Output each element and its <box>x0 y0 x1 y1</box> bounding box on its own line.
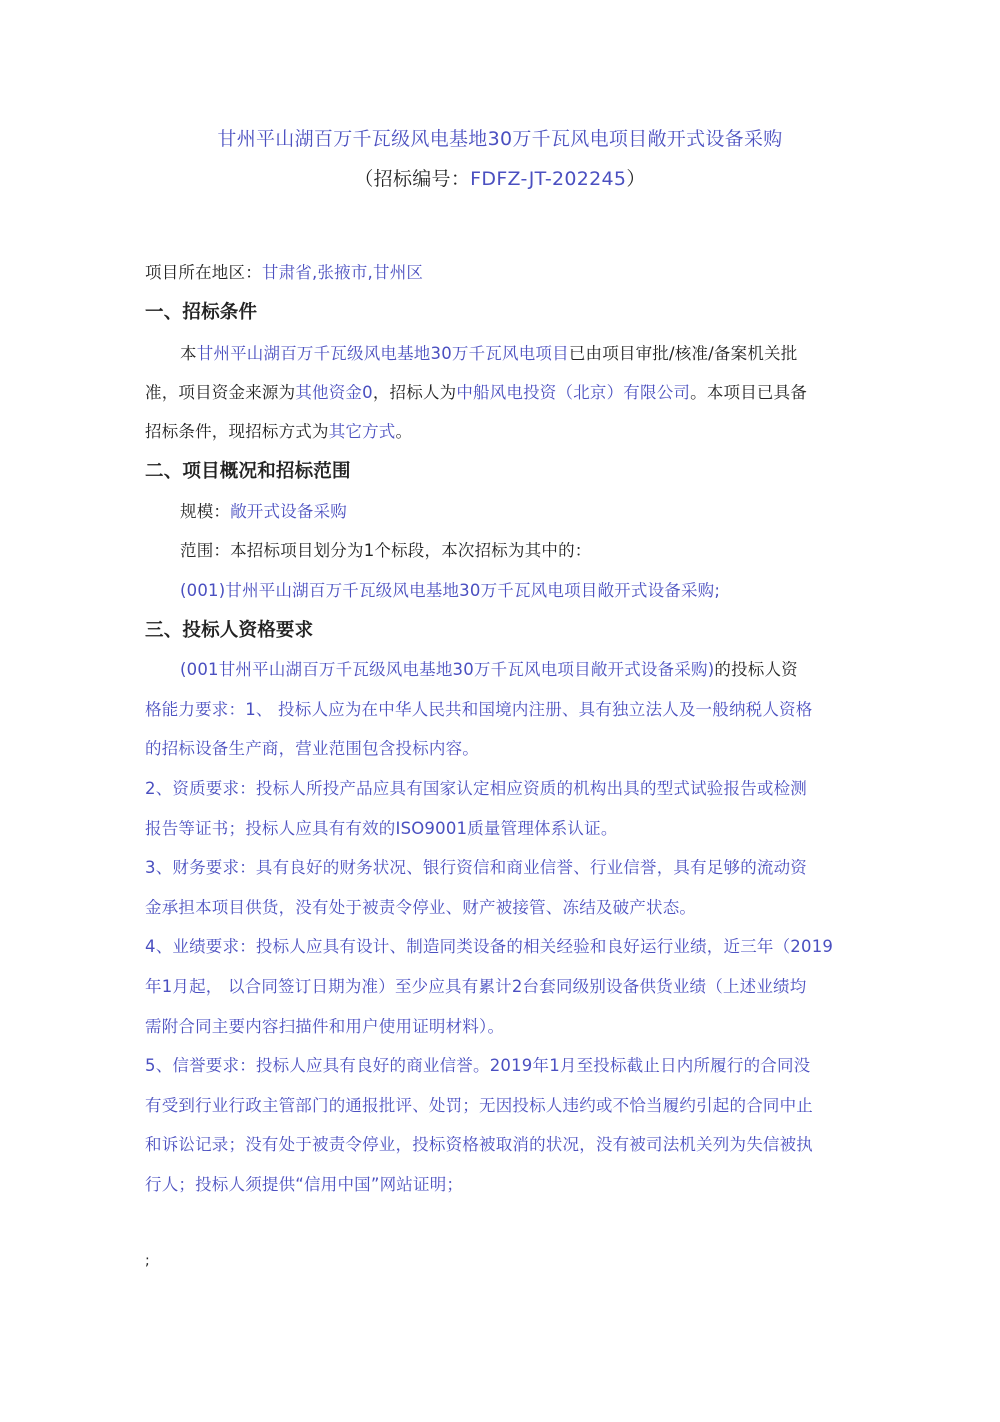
s2-scale-label: 规模： <box>180 502 231 521</box>
s3-p4-line-3: 需附合同主要内容扫描件和用户使用证明材料）。 <box>145 1017 505 1036</box>
s1-text: 。 <box>395 422 413 441</box>
s3-p5-line-2: 有受到行业行政主管部门的通报批评、处罚；无因投标人违约或不恰当履约引起的合同中止 <box>145 1096 813 1115</box>
s1-tenderer: 中船风电投资（北京）有限公司 <box>456 383 691 402</box>
s1-tender-method: 其它方式 <box>328 422 396 441</box>
s3-p2-line-1: 2、资质要求：投标人所投产品应具有国家认定相应资质的机构出具的型式试验报告或检测 <box>145 779 807 798</box>
section-1-heading: 一、招标条件 <box>145 302 258 323</box>
s1-line-2 <box>145 379 855 403</box>
s3-p5-line-1: 5、信誉要求：投标人应具有良好的商业信誉。2019年1月至投标截止日内所履行的合同没 <box>145 1056 811 1075</box>
s1-text: ，招标人为 <box>372 383 457 402</box>
trailing-mark: ; <box>145 1253 150 1269</box>
s3-p1-line-3: 的招标设备生产商，营业范围包含投标内容。 <box>145 739 479 758</box>
s3-lot-name: (001甘州平山湖百万千瓦级风电基地30万千瓦风电项目敞开式设备采购) <box>180 660 715 679</box>
s2-scope-line: 范围：本招标项目划分为1个标段，本次招标为其中的： <box>180 541 592 560</box>
s1-text: 已由项目审批/核准/备案机关批 <box>568 344 798 363</box>
s1-text: 招标条件，现招标方式为 <box>145 422 329 441</box>
s3-p5-line-4: 行人；投标人须提供“信用中国”网站证明； <box>145 1175 464 1194</box>
s3-p3-line-2: 金承担本项目供货，没有处于被责令停业、财产被接管、冻结及破产状态。 <box>145 898 697 917</box>
tender-number-prefix: （招标编号： <box>354 168 471 190</box>
s3-p3-line-1: 3、财务要求：具有良好的财务状况、银行资信和商业信誉、行业信誉，具有足够的流动资 <box>145 858 807 877</box>
s3-p1-line-1 <box>180 656 855 680</box>
s1-fund-source: 其他资金0 <box>295 383 373 402</box>
region-label: 项目所在地区： <box>145 263 262 282</box>
s2-lot-line: (001)甘州平山湖百万千瓦级风电基地30万千瓦风电项目敞开式设备采购; <box>180 581 721 600</box>
s2-scale-value: 敞开式设备采购 <box>230 502 348 521</box>
s1-project-name: 甘州平山湖百万千瓦级风电基地30万千瓦风电项目 <box>196 344 569 363</box>
tender-number-code: FDFZ-JT-202245 <box>470 168 627 190</box>
s2-scale-line <box>180 498 855 522</box>
tender-number <box>0 164 1000 191</box>
region-value: 甘肃省,张掖市,甘州区 <box>261 263 424 282</box>
s1-text: 。本项目已具备 <box>690 383 808 402</box>
document-title: 甘州平山湖百万千瓦级风电基地30万千瓦风电项目敞开式设备采购 <box>217 128 783 150</box>
s3-p1-line-2: 格能力要求：1、 投标人应为在中华人民共和国境内注册、具有独立法人及一般纳税人资格 <box>145 700 813 719</box>
s1-text: 准，项目资金来源为 <box>145 383 296 402</box>
s1-line-1 <box>180 340 855 364</box>
tender-number-suffix: ） <box>626 168 646 190</box>
s1-line-3 <box>145 418 855 442</box>
s3-p4-line-2: 年1月起， 以合同签订日期为准）至少应具有累计2台套同级别设备供货业绩（上述业绩均 <box>145 977 807 996</box>
s3-p2-line-2: 报告等证书；投标人应具有有效的ISO9001质量管理体系认证。 <box>145 819 618 838</box>
s1-text: 本 <box>180 344 197 363</box>
s3-p5-line-3: 和诉讼记录；没有处于被责令停业，投标资格被取消的状况，没有被司法机关列为失信被执 <box>145 1135 813 1154</box>
section-3-heading: 三、投标人资格要求 <box>145 620 314 641</box>
s3-p4-line-1: 4、业绩要求：投标人应具有设计、制造同类设备的相关经验和良好运行业绩，近三年（2019 <box>145 937 834 956</box>
section-2-heading: 二、项目概况和招标范围 <box>145 461 351 482</box>
region-line <box>145 259 855 283</box>
s3-text: 的投标人资 <box>714 660 798 679</box>
